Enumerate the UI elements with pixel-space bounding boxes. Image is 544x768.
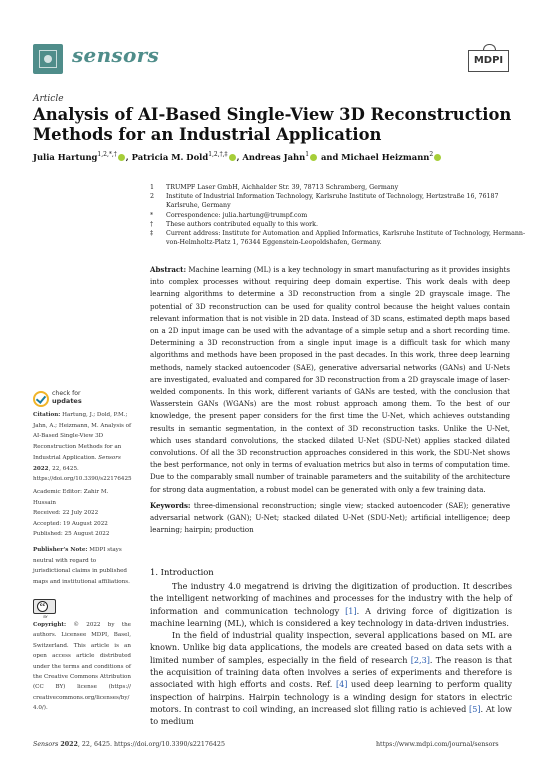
abstract-label: Abstract: xyxy=(150,265,187,274)
author-affil-marks: 1 xyxy=(305,151,310,158)
orcid-icon[interactable] xyxy=(229,154,236,161)
affiliation-text: TRUMPF Laser GmbH, Aichhalder Str. 39, 78713 Schramberg, Germany xyxy=(166,184,399,191)
check-line1: check for xyxy=(52,390,81,397)
publisher-note-text: MDPI stays neutral with regard to jurisdictional claims in published maps and institutional affiliations. xyxy=(33,547,130,586)
abstract xyxy=(150,264,510,496)
introduction-text xyxy=(150,580,512,728)
copyright-label: Copyright: xyxy=(33,622,67,628)
citation-block xyxy=(33,410,133,485)
copyright-text: © 2022 by the authors. Licensee MDPI, Basel, Switzerland. This article is an open access article distributed under the terms and conditions of the Creative Commons Attribution (CC BY) license (https:// creativecommons.org/licenses/by/ 4.0/). xyxy=(33,622,131,712)
author-name: Julia Hartung xyxy=(33,151,98,162)
paper-title: Analysis of AI-Based Single-View 3D Reconstruction Methods for an Industrial Application xyxy=(33,105,512,144)
cc-by-license-icon[interactable] xyxy=(33,599,56,619)
received-date: Received: 22 July 2022 xyxy=(33,510,99,516)
author-name: Andreas Jahn xyxy=(242,151,306,162)
citation-journal: Sensors xyxy=(98,454,121,461)
text-run: In the field of industrial quality inspection, several applications based on ML are known. Unlike big data applications, the models are created based on data sets with a limited number of samples, especially in the field of research xyxy=(150,630,512,665)
citation-doi[interactable]: , 22, 6425. https://doi.org/10.3390/s22176425 xyxy=(33,465,132,483)
footer-citation xyxy=(33,741,225,748)
journal-name: sensors xyxy=(72,43,160,67)
article-type: Article xyxy=(33,94,64,104)
text-run: used deep learning to perform quality inspection of hairpins. Hairpin technology is a winding design for stators in electric motors. In contrast to coil winding, an increased slot filling ratio is achieved xyxy=(150,679,512,714)
paragraph xyxy=(150,580,512,629)
footer-year: 2022 xyxy=(60,741,78,748)
affiliation-item xyxy=(150,192,530,210)
publisher-note-label: Publisher’s Note: xyxy=(33,547,88,553)
author-list: Julia Hartung$^{1,2,*,\dagger}$ , Patricia M. Dold$^{1,2,\dagger,\ddagger}$ , Andreas Jahn$^1$ and Michael Heizmann$^2$ xyxy=(33,151,533,162)
mdpi-logo: MDPI xyxy=(468,50,509,72)
orcid-icon[interactable] xyxy=(118,154,125,161)
text-run: The industry 4.0 megatrend is driving the digitization of production. It describes the intelligent networking of machines and processes for the industry with the help of information and communication technology xyxy=(150,581,512,616)
correspondence-text[interactable]: Correspondence: julia.hartung@trumpf.com xyxy=(166,211,308,219)
correspondence-item xyxy=(150,211,530,220)
text-run: . A driving force of digitization is machine learning (ML), which is considered a key technology in data-driven industries. xyxy=(150,605,512,628)
affiliation-mark: 2 xyxy=(150,193,155,201)
check-for-updates-label[interactable] xyxy=(52,390,82,405)
author-name: Michael Heizmann xyxy=(341,151,430,162)
affiliation-mark: † xyxy=(150,220,154,228)
text-run: . At low to medium xyxy=(150,703,512,727)
orcid-icon[interactable] xyxy=(310,154,317,161)
publisher-note xyxy=(33,545,133,588)
published-date: Published: 25 August 2022 xyxy=(33,531,110,538)
citation-link[interactable]: [1] xyxy=(345,605,357,616)
citation-link[interactable]: [4] xyxy=(335,679,348,690)
cc-by-label: BY xyxy=(43,615,48,619)
dates-block xyxy=(33,508,133,540)
affiliation-text: Institute of Industrial Information Technology, Karlsruhe Institute of Technology, Hertzstraße 16, 76187 Karlsruhe, Germany xyxy=(166,193,499,210)
copyright-block xyxy=(33,620,131,714)
footer-journal-url[interactable]: https://www.mdpi.com/journal/sensors xyxy=(376,741,499,748)
paragraph xyxy=(150,629,512,727)
academic-editor: Academic Editor: Zahir M. Hussain xyxy=(33,489,109,506)
keywords-label: Keywords: xyxy=(150,501,191,510)
affiliations xyxy=(150,183,530,247)
citation-label: Citation: xyxy=(33,412,61,418)
accepted-date: Accepted: 19 August 2022 xyxy=(33,520,108,527)
section-heading: 1. Introduction xyxy=(150,567,214,577)
author-affil-marks: 2 xyxy=(429,151,434,158)
affiliation-text: These authors contributed equally to this work. xyxy=(166,220,318,228)
check-line2: updates xyxy=(52,396,82,405)
affiliation-text: Current address: Institute for Automation and Applied Informatics, Karlsruhe Institute of Technology, Hermann-von-Helmholtz-Platz 1, 76344 Eggenstein-Leopoldshafen, Germany. xyxy=(166,230,526,247)
author-name: Patricia M. Dold xyxy=(131,151,209,162)
keywords-text: three-dimensional reconstruction; single view; stacked autoencoder (SAE); generative adversarial network (GAN); U-Net; stacked dilated U-Net (SDU-Net); artificial intelligence; deep learning; hairpin; production xyxy=(150,501,510,534)
footer-journal: Sensors xyxy=(33,741,59,748)
citation-text: Hartung, J.; Dold, P.M.; Jahn, A.; Heizmann, M. Analysis of AI-Based Single-View 3D Reconstruction Methods for an Industrial Application. xyxy=(33,412,132,461)
citation-link[interactable]: [5] xyxy=(469,703,481,714)
affiliation-mark: * xyxy=(150,211,154,219)
author-affil-marks: 1,2,*,† xyxy=(97,151,117,158)
orcid-icon[interactable] xyxy=(434,154,441,161)
check-for-updates-icon[interactable] xyxy=(33,391,49,407)
author-affil-marks: 1,2,†,‡ xyxy=(208,151,228,158)
abstract-text: Machine learning (ML) is a key technology in smart manufacturing as it provides insights into complex processes without requiring deep domain expertise. This work deals with deep learning algorithms to determine a 3D reconstruction from a single 2D grayscale image. The potential of 3D reconstruction can be used for quality control because the height values contain relevant information that is not visible in 2D data. Instead of 3D scans, estimated depth maps based on a 2D input image can be used with the advantage of a simple setup and a short recording time. Determining a 3D reconstruction from a single input image is a difficult task for which many algorithms and methods have been proposed in the past decades. In this work, three deep learning methods, namely stacked autoencoder (SAE), generative adversarial networks (GANs) and U-Nets are investigated, evaluated and compared for 3D reconstruction from a 2D grayscale image of laser-welded components. In this work, different variants of GANs are tested, with the conclusion that Wasserstein GANs (WGANs) are the most robust approach among them. To the best of our knowledge, the present paper considers for the first time the U-Net, which achieves outstanding results in semantic segmentation, in the context of 3D reconstruction tasks. Unlike the U-Net, which uses standard convolutions, the stacked dilated U-Net (SDU-Net) applies stacked dilated convolutions. Of all the 3D reconstruction approaches considered in this work, the SDU-Net shows the best performance, not only in terms of evaluation metrics but also in terms of computation time. Due to the comparably small number of trainable parameters and the suitability of the architecture for strong data augmentation, a robust model can be generated with only a few training data. xyxy=(150,265,510,494)
footer-doi[interactable]: , 22, 6425. https://doi.org/10.3390/s22176425 xyxy=(77,741,225,748)
affiliation-item xyxy=(150,229,530,247)
affiliation-mark: ‡ xyxy=(150,230,154,238)
journal-logo-icon xyxy=(33,44,63,74)
affiliation-item xyxy=(150,183,530,192)
affiliation-item xyxy=(150,220,530,229)
text-run: . The reason is that the acquisition of training data often involves a series of experiments and therefore is associated with high efforts and costs. Ref. xyxy=(150,654,512,690)
citation-link[interactable]: [2,3] xyxy=(410,654,430,665)
keywords xyxy=(150,500,510,536)
affiliation-mark: 1 xyxy=(150,184,155,191)
citation-year: 2022 xyxy=(33,465,49,472)
cc-symbol: cc xyxy=(37,601,48,612)
